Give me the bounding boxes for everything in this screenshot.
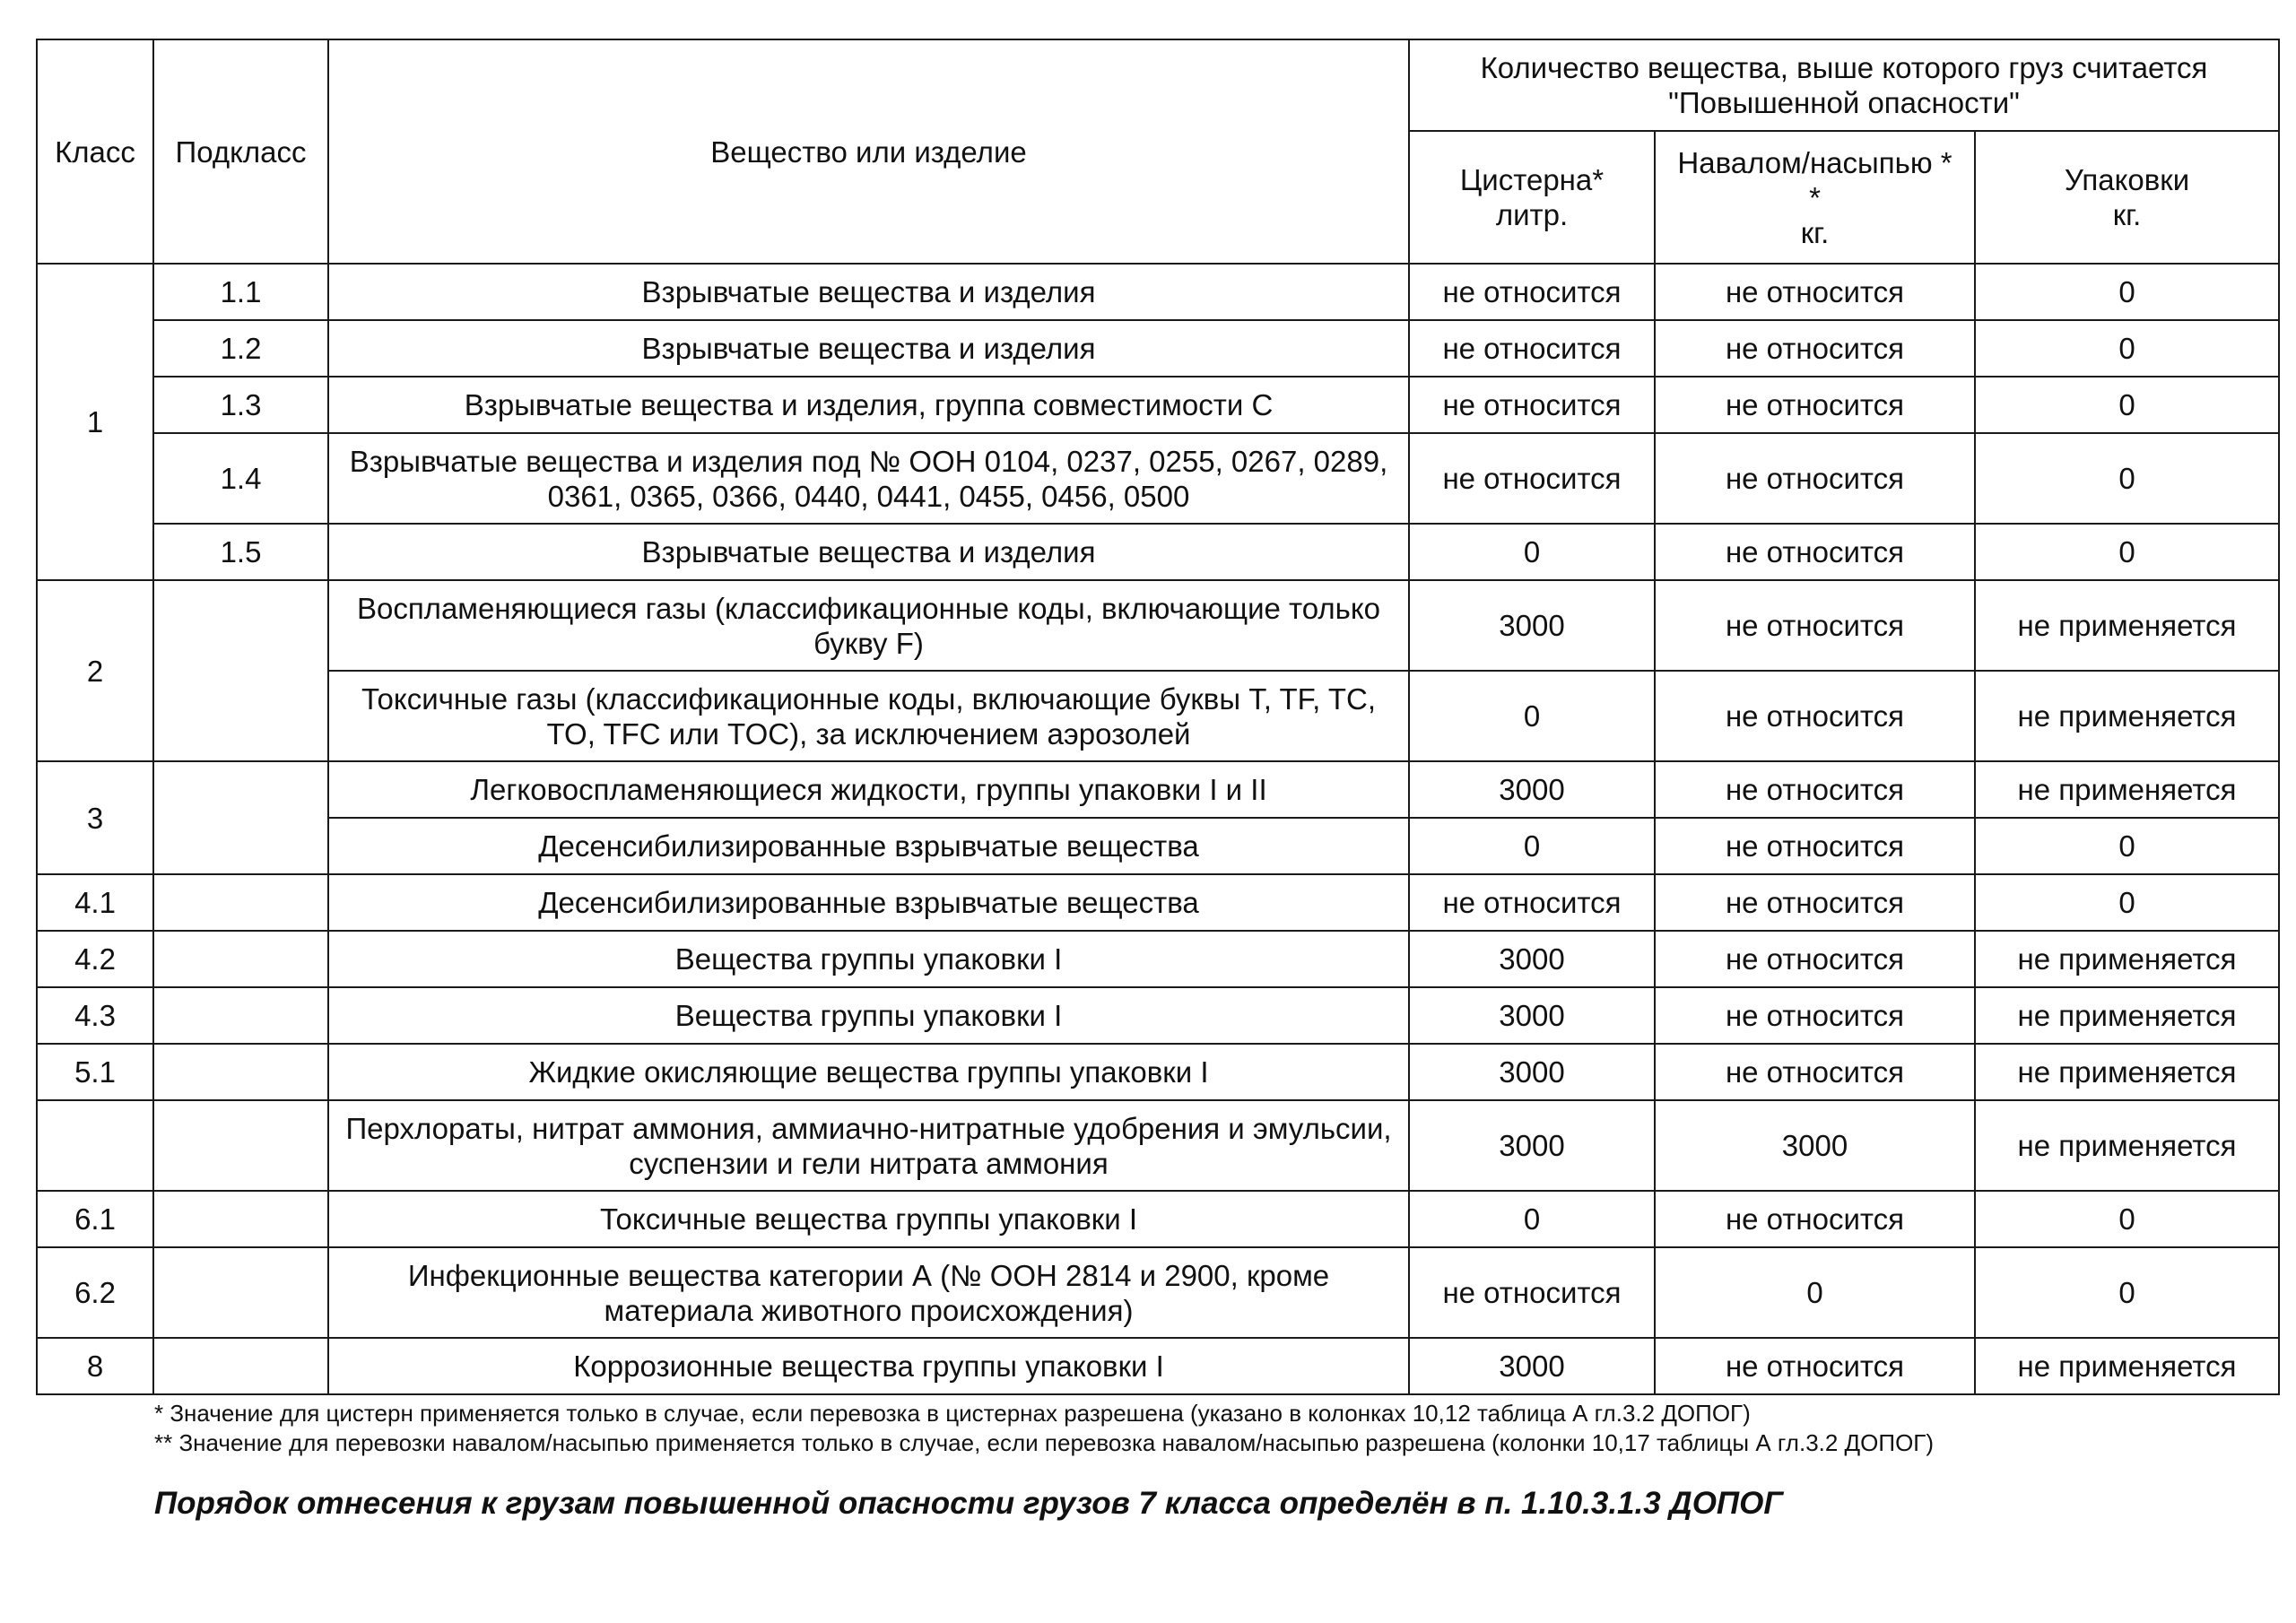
cell-substance: Взрывчатые вещества и изделия под № ООН 0104, 0237, 0255, 0267, 0289, 0361, 0365, 0366, 0440, 0441, 0455, 0456, 0500 bbox=[328, 433, 1409, 524]
cell-tank: 3000 bbox=[1409, 931, 1655, 987]
cell-packages: 0 bbox=[1975, 1247, 2279, 1338]
cell-bulk: не относится bbox=[1655, 818, 1975, 874]
cell-subclass bbox=[153, 987, 328, 1044]
cell-class bbox=[37, 1100, 153, 1191]
cell-subclass: 1.5 bbox=[153, 524, 328, 580]
cell-tank: не относится bbox=[1409, 1247, 1655, 1338]
cell-subclass bbox=[153, 931, 328, 987]
cell-tank: 3000 bbox=[1409, 761, 1655, 818]
footnote-bulk: ** Значение для перевозки навалом/насыпью применяется только в случае, если перевозка навалом/насыпью разрешена (колонки 10,17 таблицы А гл.3.2 ДОПОГ) bbox=[154, 1429, 1935, 1456]
cell-substance: Взрывчатые вещества и изделия, группа совместимости С bbox=[328, 377, 1409, 433]
cell-bulk: не относится bbox=[1655, 433, 1975, 524]
table-row bbox=[37, 1100, 2279, 1191]
table-row bbox=[37, 931, 2279, 987]
cell-bulk: не относится bbox=[1655, 320, 1975, 377]
cell-class: 6.1 bbox=[37, 1191, 153, 1247]
cell-bulk: не относится bbox=[1655, 1338, 1975, 1394]
cell-subclass: 1.3 bbox=[153, 377, 328, 433]
cell-tank: 0 bbox=[1409, 671, 1655, 761]
footnotes bbox=[36, 1399, 2278, 1458]
cell-bulk: 0 bbox=[1655, 1247, 1975, 1338]
cell-subclass: 1.1 bbox=[153, 264, 328, 320]
cell-class: 2 bbox=[37, 580, 153, 761]
cell-tank: 3000 bbox=[1409, 1044, 1655, 1100]
header-row bbox=[37, 39, 2279, 131]
dangerous-goods-table bbox=[36, 39, 2280, 1395]
cell-class: 1 bbox=[37, 264, 153, 580]
cell-substance: Жидкие окисляющие вещества группы упаковки I bbox=[328, 1044, 1409, 1100]
cell-packages: 0 bbox=[1975, 1191, 2279, 1247]
cell-bulk: не относится bbox=[1655, 1044, 1975, 1100]
table-row bbox=[37, 264, 2279, 320]
cell-packages: не применяется bbox=[1975, 580, 2279, 671]
cell-substance: Взрывчатые вещества и изделия bbox=[328, 524, 1409, 580]
cell-tank: 3000 bbox=[1409, 1338, 1655, 1394]
cell-substance: Перхлораты, нитрат аммония, аммиачно-нитратные удобрения и эмульсии, суспензии и гели нитрата аммония bbox=[328, 1100, 1409, 1191]
cell-subclass bbox=[153, 1100, 328, 1191]
table-row bbox=[37, 433, 2279, 524]
cell-subclass bbox=[153, 1191, 328, 1247]
table-row bbox=[37, 1247, 2279, 1338]
header-substance: Вещество или изделие bbox=[328, 39, 1409, 264]
cell-subclass bbox=[153, 1044, 328, 1100]
cell-substance: Легковоспламеняющиеся жидкости, группы упаковки I и II bbox=[328, 761, 1409, 818]
cell-bulk: не относится bbox=[1655, 1191, 1975, 1247]
cell-class: 6.2 bbox=[37, 1247, 153, 1338]
header-quantity-group: Количество вещества, выше которого груз считается "Повышенной опасности" bbox=[1409, 39, 2279, 131]
cell-tank: 3000 bbox=[1409, 1100, 1655, 1191]
cell-tank: 0 bbox=[1409, 1191, 1655, 1247]
cell-tank: не относится bbox=[1409, 874, 1655, 931]
cell-subclass: 1.2 bbox=[153, 320, 328, 377]
cell-bulk: не относится bbox=[1655, 931, 1975, 987]
cell-substance: Токсичные вещества группы упаковки I bbox=[328, 1191, 1409, 1247]
cell-class: 8 bbox=[37, 1338, 153, 1394]
table-row bbox=[37, 580, 2279, 671]
cell-packages: не применяется bbox=[1975, 987, 2279, 1044]
cell-substance: Взрывчатые вещества и изделия bbox=[328, 320, 1409, 377]
cell-bulk: не относится bbox=[1655, 377, 1975, 433]
table-row bbox=[37, 818, 2279, 874]
cell-class: 5.1 bbox=[37, 1044, 153, 1100]
cell-class: 4.2 bbox=[37, 931, 153, 987]
cell-substance: Десенсибилизированные взрывчатые вещества bbox=[328, 874, 1409, 931]
cell-packages: 0 bbox=[1975, 874, 2279, 931]
cell-packages: не применяется bbox=[1975, 1338, 2279, 1394]
cell-tank: 0 bbox=[1409, 524, 1655, 580]
cell-substance: Воспламеняющиеся газы (классификационные коды, включающие только букву F) bbox=[328, 580, 1409, 671]
cell-class: 3 bbox=[37, 761, 153, 874]
cell-substance: Токсичные газы (классификационные коды, включающие буквы T, TF, TC, TO, TFC или TOC), за исключением аэрозолей bbox=[328, 671, 1409, 761]
header-tank: Цистерна* литр. bbox=[1409, 131, 1655, 264]
cell-substance: Десенсибилизированные взрывчатые вещества bbox=[328, 818, 1409, 874]
cell-packages: 0 bbox=[1975, 818, 2279, 874]
cell-bulk: не относится bbox=[1655, 874, 1975, 931]
cell-tank: не относится bbox=[1409, 264, 1655, 320]
document-page bbox=[36, 39, 2278, 1523]
cell-subclass bbox=[153, 761, 328, 874]
cell-packages: не применяется bbox=[1975, 1100, 2279, 1191]
table-row bbox=[37, 1044, 2279, 1100]
cell-subclass: 1.4 bbox=[153, 433, 328, 524]
cell-bulk: не относится bbox=[1655, 671, 1975, 761]
cell-substance: Взрывчатые вещества и изделия bbox=[328, 264, 1409, 320]
cell-tank: не относится bbox=[1409, 377, 1655, 433]
table-row bbox=[37, 1191, 2279, 1247]
cell-bulk: не относится bbox=[1655, 761, 1975, 818]
cell-bulk: 3000 bbox=[1655, 1100, 1975, 1191]
cell-packages: 0 bbox=[1975, 524, 2279, 580]
table-row bbox=[37, 377, 2279, 433]
cell-subclass bbox=[153, 874, 328, 931]
header-class: Класс bbox=[37, 39, 153, 264]
cell-class: 4.3 bbox=[37, 987, 153, 1044]
cell-subclass bbox=[153, 1338, 328, 1394]
cell-substance: Вещества группы упаковки I bbox=[328, 931, 1409, 987]
cell-packages: не применяется bbox=[1975, 1044, 2279, 1100]
footnote-tank: * Значение для цистерн применяется только в случае, если перевозка в цистернах разрешена (указано в колонках 10,12 таблица А гл.3.2 ДОПОГ) bbox=[154, 1400, 1751, 1427]
header-bulk: Навалом/насыпью * * кг. bbox=[1655, 131, 1975, 264]
cell-packages: 0 bbox=[1975, 433, 2279, 524]
cell-substance: Коррозионные вещества группы упаковки I bbox=[328, 1338, 1409, 1394]
cell-subclass bbox=[153, 580, 328, 761]
cell-packages: 0 bbox=[1975, 320, 2279, 377]
cell-tank: не относится bbox=[1409, 320, 1655, 377]
cell-class: 4.1 bbox=[37, 874, 153, 931]
cell-packages: 0 bbox=[1975, 377, 2279, 433]
table-row bbox=[37, 524, 2279, 580]
header-subclass: Подкласс bbox=[153, 39, 328, 264]
cell-substance: Инфекционные вещества категории А (№ ООН 2814 и 2900, кроме материала животного происхождения) bbox=[328, 1247, 1409, 1338]
cell-bulk: не относится bbox=[1655, 580, 1975, 671]
cell-packages: не применяется bbox=[1975, 931, 2279, 987]
table-row bbox=[37, 671, 2279, 761]
cell-substance: Вещества группы упаковки I bbox=[328, 987, 1409, 1044]
cell-bulk: не относится bbox=[1655, 987, 1975, 1044]
table-row bbox=[37, 874, 2279, 931]
header-packages: Упаковки кг. bbox=[1975, 131, 2279, 264]
cell-tank: 3000 bbox=[1409, 987, 1655, 1044]
cell-tank: 3000 bbox=[1409, 580, 1655, 671]
cell-bulk: не относится bbox=[1655, 264, 1975, 320]
cell-packages: не применяется bbox=[1975, 761, 2279, 818]
cell-subclass bbox=[153, 1247, 328, 1338]
table-row bbox=[37, 320, 2279, 377]
closing-note: Порядок отнесения к грузам повышенной опасности грузов 7 класса определён в п. 1.10.3.1.3 ДОПОГ bbox=[154, 1486, 1783, 1521]
cell-packages: 0 bbox=[1975, 264, 2279, 320]
cell-packages: не применяется bbox=[1975, 671, 2279, 761]
cell-tank: не относится bbox=[1409, 433, 1655, 524]
table-row bbox=[37, 1338, 2279, 1394]
cell-tank: 0 bbox=[1409, 818, 1655, 874]
table-row bbox=[37, 987, 2279, 1044]
cell-bulk: не относится bbox=[1655, 524, 1975, 580]
table-row bbox=[37, 761, 2279, 818]
